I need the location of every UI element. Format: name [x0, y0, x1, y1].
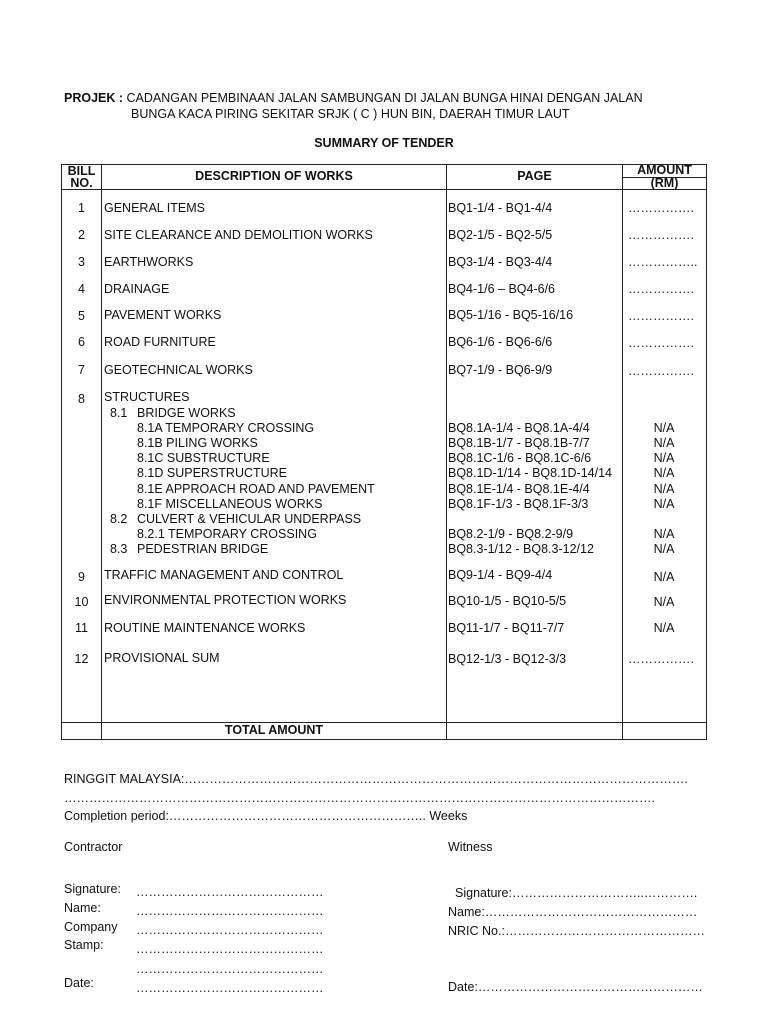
contractor-heading: Contractor: [64, 840, 123, 854]
contractor-name-label: Name:: [64, 901, 101, 915]
completion-period-field[interactable]: Completion period:…………………………………………………….. Weeks: [64, 809, 468, 823]
witness-date-field[interactable]: Date:………………………………………………: [448, 980, 703, 994]
witness-name-field[interactable]: Name:……………………………………………: [448, 905, 698, 919]
header-description: DESCRIPTION OF WORKS: [195, 169, 353, 183]
contractor-name-field[interactable]: ………………………………………: [136, 904, 324, 918]
project-line-1: [64, 91, 643, 105]
total-amount-label: TOTAL AMOUNT: [224, 723, 324, 737]
contractor-stamp-field-2[interactable]: ………………………………………: [136, 962, 324, 976]
project-label: PROJEK :: [64, 91, 124, 105]
witness-signature-field[interactable]: Signature:…………………………..………….: [455, 886, 698, 900]
contractor-company-label: Company: [64, 920, 118, 934]
contractor-date-label: Date:: [64, 976, 94, 990]
header-bill-no: BILL NO.: [67, 164, 96, 190]
ringgit-continuation-field[interactable]: …………………………………………………………………………………………………………………………….: [64, 791, 655, 805]
contractor-signature-label: Signature:: [64, 882, 121, 896]
document-title: SUMMARY OF TENDER: [314, 136, 454, 150]
contractor-stamp-field[interactable]: ………………………………………: [136, 942, 324, 956]
witness-nric-field[interactable]: NRIC No.:…………………………………………: [448, 924, 705, 938]
project-title-part1: CADANGAN PEMBINAAN JALAN SAMBUNGAN DI JALAN BUNGA HINAI DENGAN JALAN: [126, 91, 643, 105]
header-page: PAGE: [517, 169, 552, 183]
contractor-date-field[interactable]: ………………………………………: [136, 981, 324, 995]
contractor-company-field[interactable]: ………………………………………: [136, 923, 324, 937]
ringgit-malaysia-field[interactable]: RINGGIT MALAYSIA:………………………………………………………………………………………………………….: [64, 772, 688, 786]
header-amount: AMOUNT (RM): [637, 163, 692, 190]
project-title-part2: BUNGA KACA PIRING SEKITAR SRJK ( C ) HUN BIN, DAERAH TIMUR LAUT: [131, 107, 570, 121]
contractor-stamp-label: Stamp:: [64, 938, 104, 952]
contractor-signature-field[interactable]: ………………………………………: [136, 885, 324, 899]
witness-heading: Witness: [448, 840, 493, 854]
